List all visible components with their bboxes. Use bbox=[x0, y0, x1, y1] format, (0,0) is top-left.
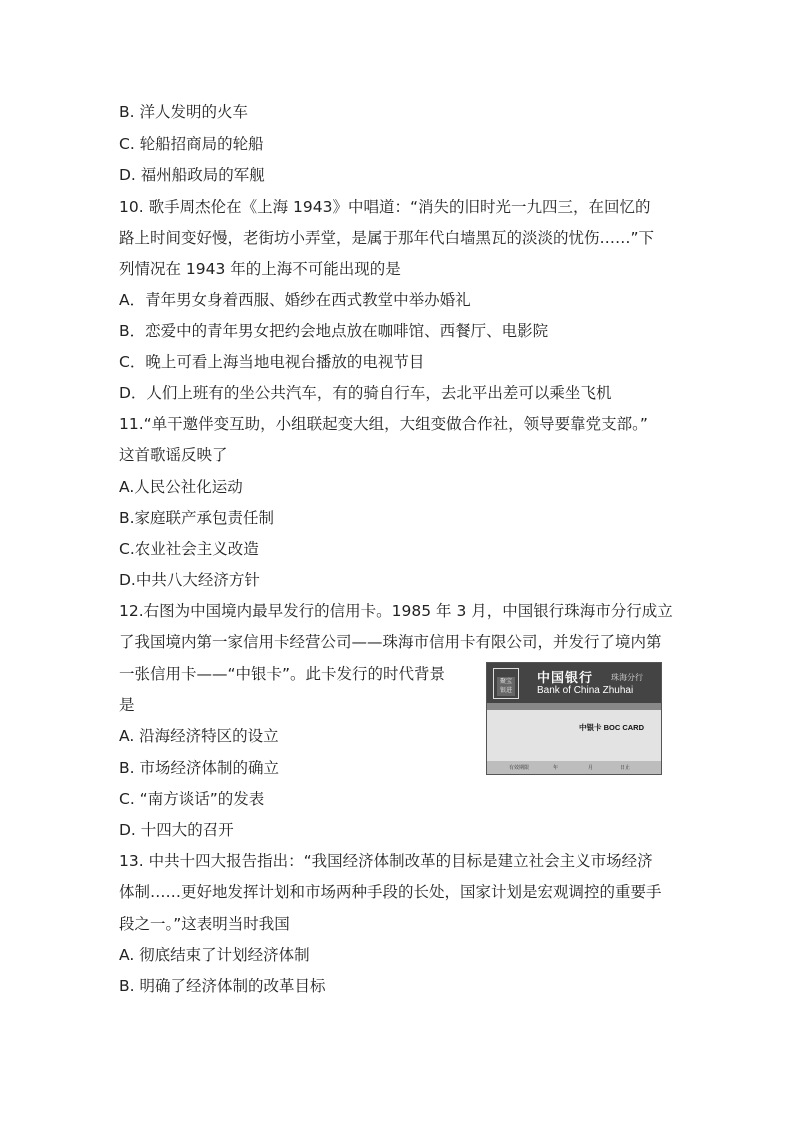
option-d-q11: D.中共八大经济方针 bbox=[119, 571, 260, 589]
boc-credit-card-image bbox=[486, 662, 662, 775]
card-bank-name-en: Bank of China Zhuhai bbox=[537, 685, 634, 696]
question-11-line-2: 这首歌谣反映了 bbox=[119, 446, 228, 464]
option-c-q10: C．晚上可看上海当地电视台播放的电视节目 bbox=[119, 353, 425, 371]
question-12-line-4: 是 bbox=[119, 696, 135, 714]
option-c-q12: C. “南方谈话”的发表 bbox=[119, 790, 265, 808]
question-12-line-3: 一张信用卡——“中银卡”。此卡发行的时代背景 bbox=[119, 665, 446, 683]
question-11-line-1: 11.“单干邀伴变互助，小组联起变大组，大组变做合作社，领导要靠党支部。” bbox=[119, 415, 648, 433]
card-stripe bbox=[487, 703, 661, 710]
question-10-line-2: 路上时间变好慢，老街坊小弄堂，是属于那年代白墙黑瓦的淡淡的忧伤……”下 bbox=[119, 229, 655, 247]
option-d-q12: D. 十四大的召开 bbox=[119, 821, 234, 839]
bank-logo-seal: 聚宝 银进 bbox=[497, 677, 515, 696]
question-12-line-1: 12.右图为中国境内最早发行的信用卡。1985 年 3 月，中国银行珠海市分行成立 bbox=[119, 602, 673, 620]
question-13-line-3: 段之一。”这表明当时我国 bbox=[119, 915, 290, 933]
card-bank-name-cn: 中国银行 bbox=[537, 671, 594, 686]
question-10-line-3: 列情况在 1943 年的上海不可能出现的是 bbox=[119, 260, 401, 278]
option-c-q9: C. 轮船招商局的轮船 bbox=[119, 135, 264, 153]
option-c-q11: C.农业社会主义改造 bbox=[119, 540, 259, 558]
option-b-q10: B．恋爱中的青年男女把约会地点放在咖啡馆、西餐厅、电影院 bbox=[119, 322, 549, 340]
card-year-label: 年 bbox=[553, 765, 559, 771]
option-b-q9: B. 洋人发明的火车 bbox=[119, 103, 248, 121]
option-b-q11: B.家庭联产承包责任制 bbox=[119, 509, 275, 527]
card-until-label: 日止 bbox=[620, 765, 631, 771]
card-validity-label: 有效期限 bbox=[509, 765, 530, 771]
card-branch-name-cn: 珠海分行 bbox=[611, 673, 643, 682]
question-13-line-2: 体制……更好地发挥计划和市场两种手段的长处，国家计划是宏观调控的重要手 bbox=[119, 883, 662, 901]
option-d-q10: D．人们上班有的坐公共汽车，有的骑自行车，去北平出差可以乘坐飞机 bbox=[119, 384, 612, 402]
question-10-line-1: 10. 歌手周杰伦在《上海 1943》中唱道：“消失的旧时光一九四三，在回忆的 bbox=[119, 198, 651, 216]
bank-logo-icon bbox=[493, 668, 519, 699]
option-b-q13: B. 明确了经济体制的改革目标 bbox=[119, 977, 326, 995]
card-product-name: 中银卡 BOC CARD bbox=[579, 723, 644, 732]
option-a-q11: A.人民公社化运动 bbox=[119, 478, 243, 496]
option-a-q10: A．青年男女身着西服、婚纱在西式教堂中举办婚礼 bbox=[119, 291, 471, 309]
option-a-q12: A. 沿海经济特区的设立 bbox=[119, 727, 279, 745]
option-a-q13: A. 彻底结束了计划经济体制 bbox=[119, 946, 310, 964]
option-b-q12: B. 市场经济体制的确立 bbox=[119, 759, 279, 777]
question-13-line-1: 13. 中共十四大报告指出：“我国经济体制改革的目标是建立社会主义市场经济 bbox=[119, 852, 653, 870]
question-12-line-2: 了我国境内第一家信用卡经营公司——珠海市信用卡有限公司，并发行了境内第 bbox=[119, 633, 662, 651]
option-d-q9: D. 福州船政局的军舰 bbox=[119, 166, 265, 184]
card-month-label: 月 bbox=[588, 765, 594, 771]
